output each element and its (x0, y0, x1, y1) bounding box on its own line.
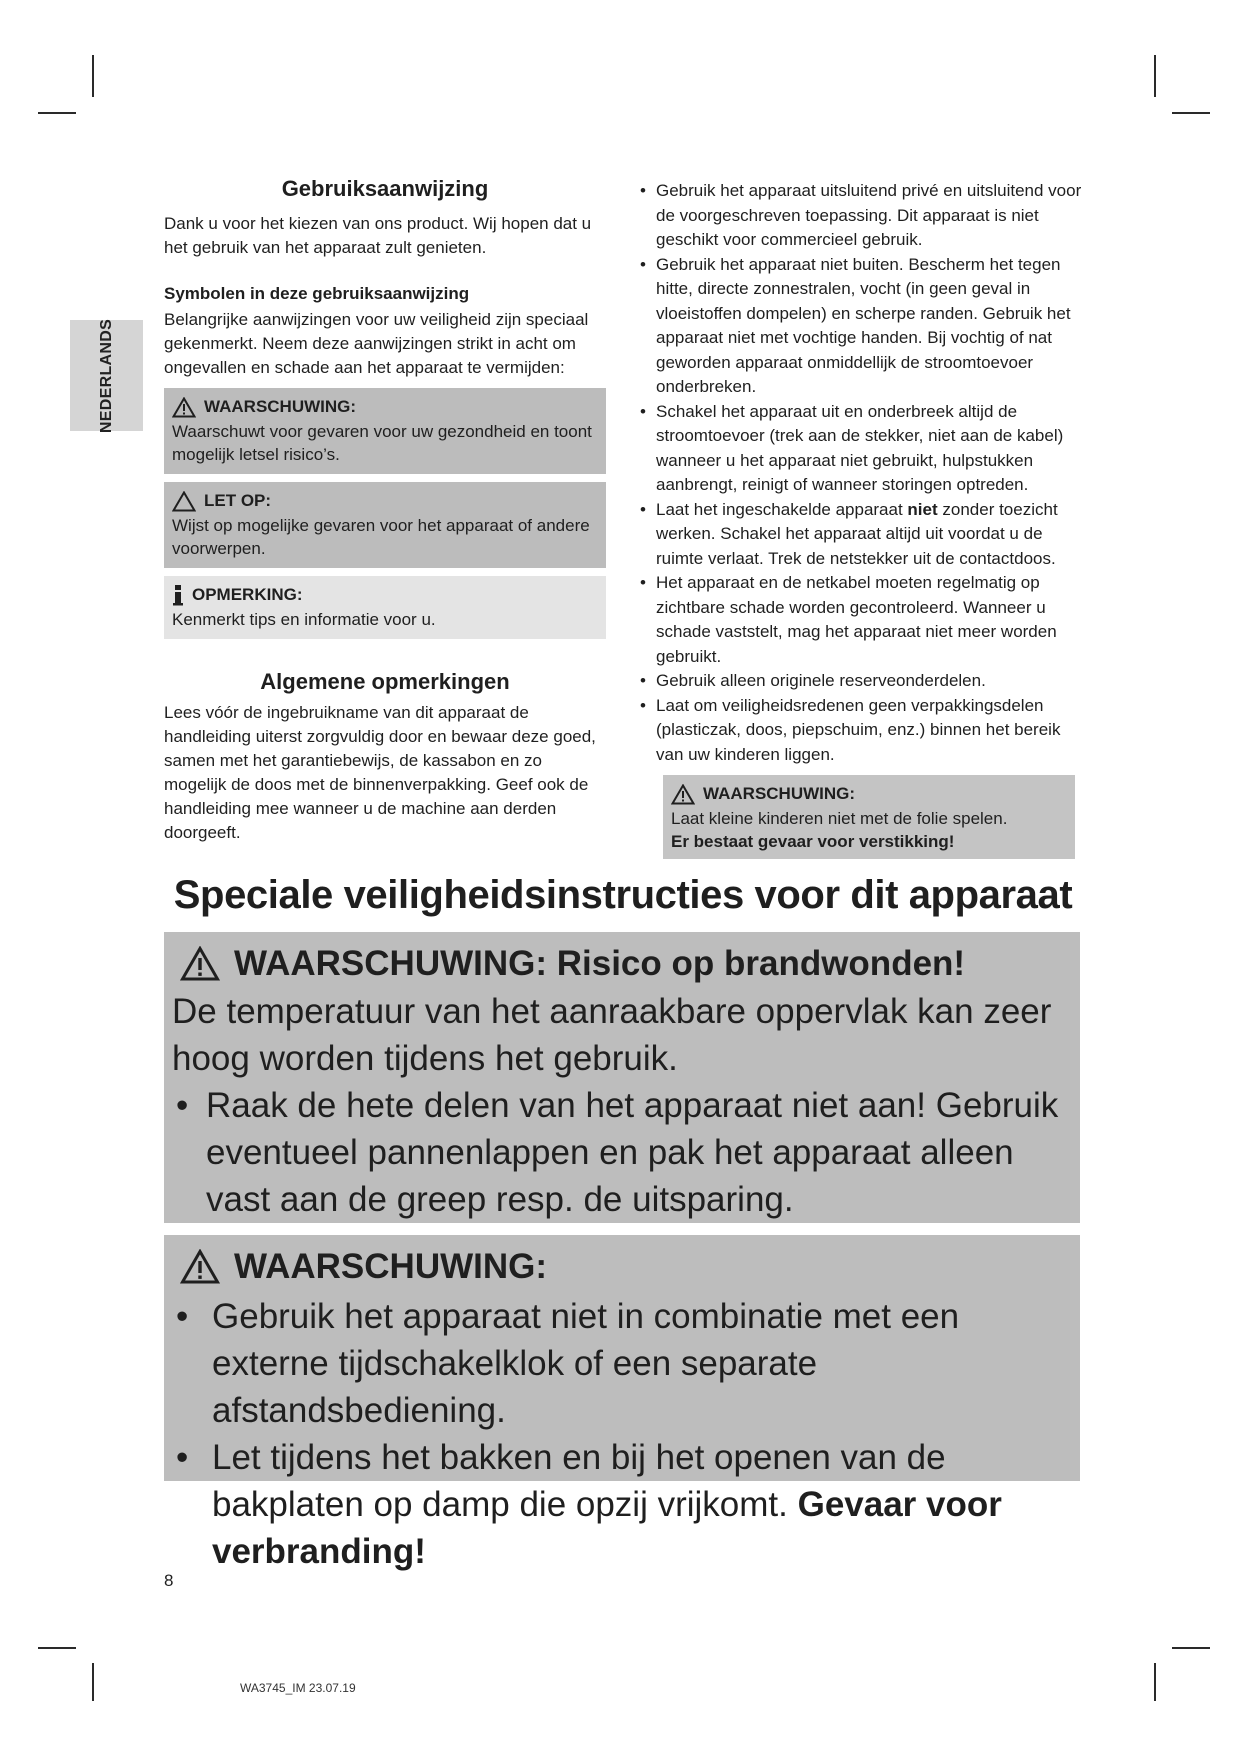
note-text: Kenmerkt tips en informatie voor u. (172, 610, 436, 629)
left-column (164, 176, 606, 845)
list-item: • Laat om veiligheidsredenen geen verpakkingsdelen (plasticzak, doos, piepschuim, enz.) binnen het bereik van uw kinderen liggen. (638, 694, 1082, 768)
emphasis-text: niet (907, 499, 938, 519)
note-heading: OPMERKING: (192, 585, 303, 604)
list-item: • Gebruik het apparaat uitsluitend privé en uitsluitend voor de voorgeschreven toepassing. Dit apparaat is niet geschikt voor commercieel gebruik. (638, 179, 1082, 253)
burn-warning-text: De temperatuur van het aanraakbare oppervlak kan zeer hoog worden tijdens het gebruik. (172, 992, 1052, 1078)
warning-text: Waarschuwt voor gevaren voor uw gezondheid en toont mogelijk letsel risico’s. (172, 422, 592, 464)
caution-heading: LET OP: (204, 491, 272, 510)
burn-warning-box (164, 932, 1080, 1223)
list-item: • Schakel het apparaat uit en onderbreek altijd de stroomtoevoer (trek aan de stekker, niet aan de kabel) wanneer u het apparaat niet gebruikt, hulpstukken aanbrengt, reinigt of wanneer storingen optreden. (638, 400, 1082, 498)
symbols-text: Belangrijke aanwijzingen voor uw veiligheid zijn speciaal gekenmerkt. Neem deze aanwijzingen strikt in acht om ongevallen en schade aan het apparaat te vermijden: (164, 310, 589, 377)
suffocation-warning-box (663, 775, 1075, 859)
list-item-text: zonder toezicht werken. Schakel het apparaat altijd uit voordat u de ruimte verlaat. Trek de netstekker uit de contactdoos. (656, 499, 1058, 568)
caution-text: Wijst op mogelijke gevaren voor het apparaat of andere voorwerpen. (172, 516, 590, 558)
list-item: • Gebruik het apparaat niet buiten. Bescherm het tegen hitte, directe zonnestralen, vocht (in geen geval in vloeistoffen dompelen) en scherpe randen. Gebruik het apparaat niet met vochtige handen. Bij vochtig of nat geworden apparaat onmiddellijk de stroomtoevoer onderbreken. (638, 253, 1082, 400)
note-symbol-box (164, 576, 606, 639)
caution-triangle-icon (172, 491, 196, 512)
warning-heading: WAARSCHUWING: (204, 397, 357, 416)
burn-warning-list (172, 1082, 1072, 1223)
list-item: • Gebruik alleen originele reserveonderdelen. (638, 669, 1082, 694)
list-item-text: Let tijdens het bakken en bij het openen van de bakplaten op damp die opzij vrijkomt. (212, 1438, 946, 1524)
timer-warning-list (172, 1293, 1072, 1575)
burn-warning-heading: WAARSCHUWING: Risico op brandwonden! (234, 944, 966, 983)
general-text: Lees vóór de ingebruikname van dit apparaat de handleiding uiterst zorgvuldig door en bewaar deze goed, samen met het garantiebewijs, de kassabon en zo mogelijk de doos met de binnenverpakking. Geef ook de handleiding mee wanneer u de machine aan derden doorgeeft. (164, 703, 596, 842)
language-label: NEDERLANDS (97, 318, 115, 433)
crop-mark (92, 1663, 94, 1701)
list-item (638, 498, 1082, 572)
warning-heading: WAARSCHUWING: (703, 784, 856, 803)
page-number: 8 (164, 1571, 174, 1590)
warning-triangle-icon (180, 1249, 220, 1285)
warning-emphasis: Er bestaat gevaar voor verstikking! (671, 832, 955, 851)
print-code: WA3745_IM 23.07.19 (240, 1681, 356, 1695)
special-safety-title: Speciale veiligheidsinstructies voor dit apparaat (173, 873, 1073, 917)
general-title: Algemene opmerkingen (260, 669, 510, 694)
language-tab (70, 320, 143, 431)
timer-warning-heading: WAARSCHUWING: (234, 1247, 548, 1286)
warning-triangle-icon (180, 946, 220, 982)
crop-mark (1172, 1647, 1210, 1649)
crop-mark (38, 1647, 76, 1649)
right-column (638, 179, 1082, 859)
warning-symbol-box (164, 388, 606, 474)
list-item (172, 1434, 1072, 1575)
crop-mark (1154, 1663, 1156, 1701)
list-item: • Het apparaat en de netkabel moeten regelmatig op zichtbare schade worden gecontroleerd. Wanneer u schade vaststelt, mag het apparaat niet meer worden gebruikt. (638, 571, 1082, 669)
list-item: • Gebruik het apparaat niet in combinatie met een externe tijdschakelklok of een separate afstandsbediening. (172, 1293, 1072, 1434)
warning-text: Laat kleine kinderen niet met de folie spelen. (671, 809, 1008, 828)
symbols-heading: Symbolen in deze gebruiksaanwijzing (164, 284, 470, 303)
safety-list (638, 179, 1082, 767)
timer-warning-box (164, 1235, 1080, 1571)
list-item: • Raak de hete delen van het apparaat niet aan! Gebruik eventueel pannenlappen en pak het apparaat alleen vast aan de greep resp. de uitsparing. (172, 1082, 1072, 1223)
warning-triangle-icon (671, 784, 695, 805)
intro-text: Dank u voor het kiezen van ons product. Wij hopen dat u het gebruik van het apparaat zult genieten. (164, 214, 592, 257)
crop-mark (38, 112, 76, 114)
crop-mark (1172, 112, 1210, 114)
caution-symbol-box (164, 482, 606, 568)
info-icon (172, 584, 184, 606)
warning-triangle-icon (172, 397, 196, 418)
crop-mark (92, 55, 94, 97)
emphasis-text: Gevaar voor verbranding! (212, 1485, 1002, 1571)
list-item-text: Laat het ingeschakelde apparaat (656, 499, 908, 519)
crop-mark (1154, 55, 1156, 97)
manual-title: Gebruiksaanwijzing (281, 176, 489, 201)
